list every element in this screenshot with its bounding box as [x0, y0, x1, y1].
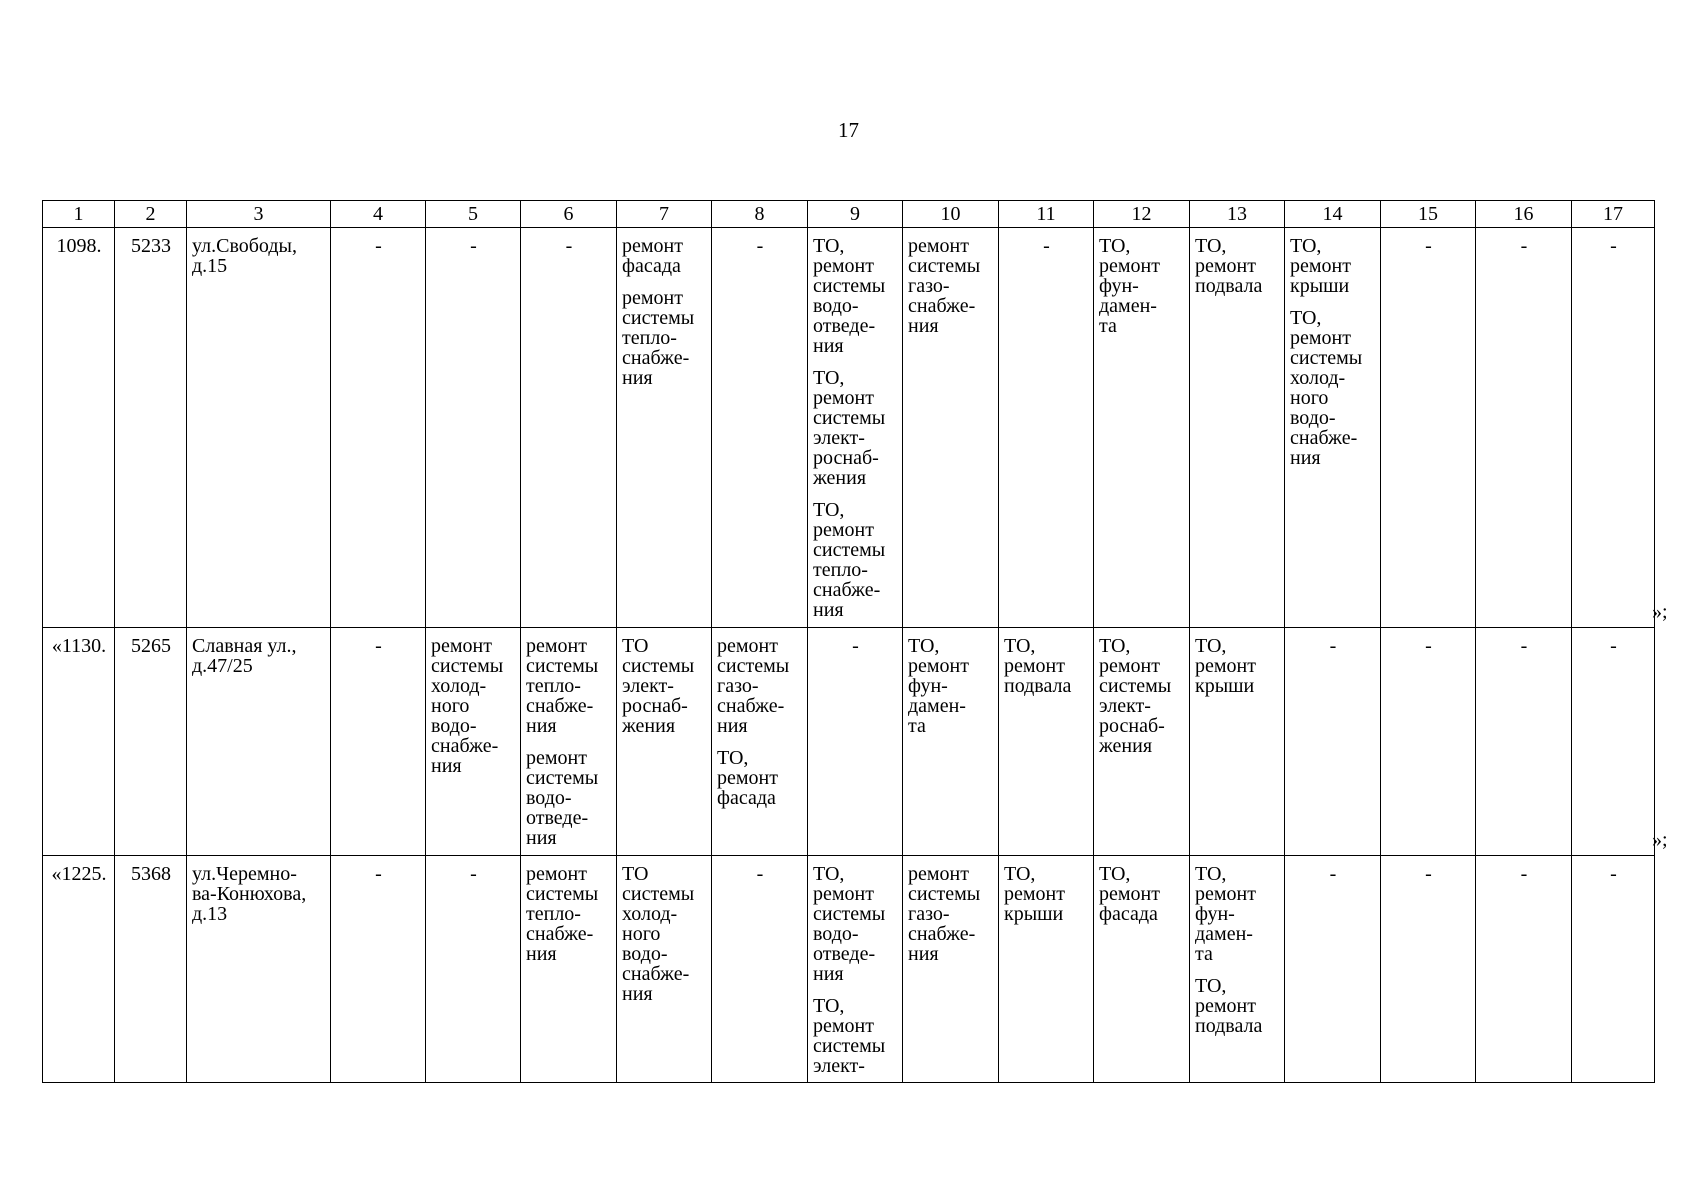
cell-entry: ремонт системы холод- ного водо- снабже- ния	[431, 635, 504, 777]
empty-dash: -	[375, 635, 382, 657]
table-cell	[999, 856, 1094, 1083]
table-cell	[187, 228, 331, 628]
table-cell	[1476, 628, 1572, 856]
table-cell	[712, 228, 808, 628]
column-header: 12	[1094, 201, 1190, 228]
cell-entry: ТО, ремонт подвала	[1195, 235, 1263, 297]
cell-entry: ТО, ремонт системы водо- отведе- ния	[813, 863, 886, 985]
column-header: 7	[617, 201, 712, 228]
table-cell	[426, 856, 521, 1083]
cell-entry: ТО, ремонт крыши	[1004, 863, 1065, 925]
data-table	[42, 200, 1655, 1083]
table-cell	[617, 628, 712, 856]
column-header: 8	[712, 201, 808, 228]
empty-dash: -	[375, 235, 382, 257]
table-cell	[1190, 856, 1285, 1083]
cell-entry: ремонт системы газо- снабже- ния	[717, 635, 790, 737]
column-header: 3	[187, 201, 331, 228]
table-cell	[903, 628, 999, 856]
cell-entry: «1130.	[51, 635, 107, 657]
cell-entry: ТО, ремонт крыши	[1195, 635, 1256, 697]
empty-dash: -	[375, 863, 382, 885]
cell-entry: ТО, ремонт системы тепло- снабже- ния	[813, 499, 886, 621]
table-cell	[331, 856, 426, 1083]
table-cell	[712, 628, 808, 856]
empty-dash: -	[1520, 235, 1528, 257]
table-cell	[1476, 228, 1572, 628]
column-header: 1	[43, 201, 115, 228]
cell-entry: ТО, ремонт системы холод- ного водо- снабже- ния	[1290, 307, 1363, 469]
table-cell	[999, 228, 1094, 628]
table-cell	[903, 856, 999, 1083]
cell-entry: ТО, ремонт крыши	[1290, 235, 1351, 297]
cell-entry: ул.Свободы, д.15	[192, 235, 297, 277]
table-cell	[1572, 628, 1655, 856]
empty-dash: -	[1425, 235, 1432, 257]
cell-entry: ТО, ремонт системы элект- роснаб- жения	[813, 367, 886, 489]
empty-dash: -	[852, 635, 859, 657]
cell-entry: ремонт системы тепло- снабже- ния	[622, 287, 695, 389]
column-header: 14	[1285, 201, 1381, 228]
cell-entry: ТО, ремонт системы элект- роснаб- жения	[1099, 635, 1172, 757]
cell-entry: ремонт системы тепло- снабже- ния	[526, 635, 599, 737]
table-cell	[43, 856, 115, 1083]
column-header: 17	[1572, 201, 1655, 228]
cell-entry: 5265	[131, 635, 171, 657]
table-row	[43, 628, 1655, 856]
table-row	[43, 856, 1655, 1083]
table-cell	[1190, 628, 1285, 856]
cell-entry: ТО, ремонт фун- дамен- та	[1195, 863, 1256, 965]
cell-entry: ТО, ремонт подвала	[1195, 975, 1263, 1037]
column-header: 5	[426, 201, 521, 228]
table-cell	[115, 628, 187, 856]
empty-dash: -	[565, 235, 573, 257]
header-row	[43, 201, 1655, 228]
cell-entry: ТО, ремонт фасада	[1099, 863, 1160, 925]
empty-dash: -	[1610, 235, 1617, 257]
empty-dash: -	[470, 863, 477, 885]
closing-quote-mark: »;	[1652, 601, 1668, 623]
page-number: 17	[838, 118, 859, 142]
table-cell	[187, 628, 331, 856]
table-row	[43, 228, 1655, 628]
cell-entry: 5368	[131, 863, 171, 885]
table-cell	[1094, 856, 1190, 1083]
table-cell	[1572, 856, 1655, 1083]
cell-entry: ТО, ремонт фун- дамен- та	[1099, 235, 1160, 337]
cell-entry: ремонт системы тепло- снабже- ния	[526, 863, 599, 965]
cell-entry: ТО системы элект- роснаб- жения	[622, 635, 695, 737]
table-cell	[1381, 628, 1476, 856]
table-cell	[1572, 228, 1655, 628]
table-cell	[115, 228, 187, 628]
column-header: 11	[999, 201, 1094, 228]
cell-entry: ТО, ремонт системы водо- отведе- ния	[813, 235, 886, 357]
cell-entry: 5233	[131, 235, 171, 257]
empty-dash: -	[1043, 235, 1050, 257]
column-header: 2	[115, 201, 187, 228]
column-header: 6	[521, 201, 617, 228]
closing-quote-mark: »;	[1652, 829, 1668, 851]
empty-dash: -	[1610, 863, 1617, 885]
table-cell	[903, 228, 999, 628]
empty-dash: -	[1425, 635, 1432, 657]
cell-entry: ТО, ремонт фасада	[717, 747, 778, 809]
column-header: 4	[331, 201, 426, 228]
cell-entry: ремонт фасада	[622, 235, 683, 277]
table-cell	[1381, 228, 1476, 628]
table-cell	[1381, 856, 1476, 1083]
table-cell	[1190, 228, 1285, 628]
column-header: 15	[1381, 201, 1476, 228]
empty-dash: -	[1520, 863, 1528, 885]
table-cell	[1285, 628, 1381, 856]
empty-dash: -	[470, 235, 477, 257]
table-cell	[331, 228, 426, 628]
empty-dash: -	[756, 235, 764, 257]
table-cell	[617, 228, 712, 628]
table-cell	[808, 856, 903, 1083]
table-cell	[521, 856, 617, 1083]
empty-dash: -	[1425, 863, 1432, 885]
cell-entry: ТО системы холод- ного водо- снабже- ния	[622, 863, 695, 1005]
table-cell	[712, 856, 808, 1083]
table-cell	[43, 628, 115, 856]
cell-entry: ремонт системы газо- снабже- ния	[908, 863, 981, 965]
table-cell	[617, 856, 712, 1083]
cell-entry: ремонт системы водо- отведе- ния	[526, 747, 599, 849]
table-cell	[426, 228, 521, 628]
table-cell	[521, 228, 617, 628]
cell-entry: ТО, ремонт системы элект-	[813, 995, 886, 1077]
empty-dash: -	[1329, 635, 1337, 657]
cell-entry: Славная ул., д.47/25	[192, 635, 297, 677]
cell-entry: «1225.	[51, 863, 107, 885]
table-cell	[187, 856, 331, 1083]
table-cell	[1094, 228, 1190, 628]
column-header: 10	[903, 201, 999, 228]
empty-dash: -	[756, 863, 764, 885]
cell-entry: ТО, ремонт подвала	[1004, 635, 1072, 697]
column-header: 9	[808, 201, 903, 228]
table-cell	[999, 628, 1094, 856]
cell-entry: ТО, ремонт фун- дамен- та	[908, 635, 969, 737]
cell-entry: 1098.	[56, 235, 102, 257]
table-cell	[1476, 856, 1572, 1083]
table-cell	[1285, 856, 1381, 1083]
table-cell	[1094, 628, 1190, 856]
cell-entry: ул.Черемно- ва-Конюхова, д.13	[192, 863, 307, 925]
empty-dash: -	[1329, 863, 1337, 885]
table-cell	[521, 628, 617, 856]
cell-entry: ремонт системы газо- снабже- ния	[908, 235, 981, 337]
table-cell	[331, 628, 426, 856]
table-cell	[808, 628, 903, 856]
table-cell	[808, 228, 903, 628]
table-cell	[426, 628, 521, 856]
column-header: 13	[1190, 201, 1285, 228]
empty-dash: -	[1520, 635, 1528, 657]
table-cell	[43, 228, 115, 628]
empty-dash: -	[1610, 635, 1617, 657]
table-cell	[1285, 228, 1381, 628]
table-cell	[115, 856, 187, 1083]
column-header: 16	[1476, 201, 1572, 228]
